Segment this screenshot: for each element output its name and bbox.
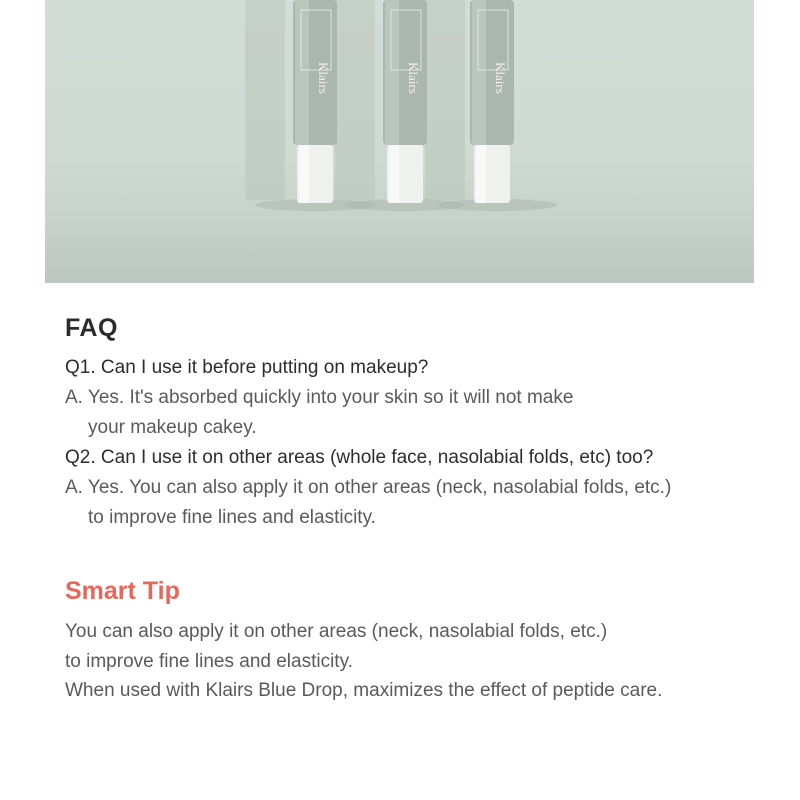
smart-tip-line1: You can also apply it on other areas (neck, nasolabial folds, etc.) <box>65 621 608 642</box>
faq-question-1: Q1. Can I use it before putting on makeup? <box>65 357 429 378</box>
faq-answer-2-line2: to improve fine lines and elasticity. <box>88 507 376 528</box>
faq-heading: FAQ <box>65 314 118 342</box>
product-tube <box>293 0 337 203</box>
product-hero-image <box>45 0 754 283</box>
tube-shadow <box>245 0 285 200</box>
tube-shadow <box>335 0 375 200</box>
product-tubes-illustration <box>45 0 754 283</box>
tube-shadow <box>425 0 465 200</box>
faq-question-2: Q2. Can I use it on other areas (whole face, nasolabial folds, etc) too? <box>65 447 654 468</box>
tube-brand-logo: Klairs <box>493 62 508 94</box>
tube-brand-logo: Klairs <box>406 62 421 94</box>
product-tube <box>383 0 427 203</box>
tube-brand-logo: Klairs <box>316 62 331 94</box>
product-tube <box>470 0 514 203</box>
faq-answer-1-line2: your makeup cakey. <box>88 417 257 438</box>
faq-answer-1-line1: A. Yes. It's absorbed quickly into your skin so it will not make <box>65 387 574 408</box>
faq-answer-2-line1: A. Yes. You can also apply it on other areas (neck, nasolabial folds, etc.) <box>65 477 672 498</box>
smart-tip-heading: Smart Tip <box>65 577 180 605</box>
smart-tip-line2: to improve fine lines and elasticity. <box>65 651 353 672</box>
smart-tip-line3: When used with Klairs Blue Drop, maximizes the effect of peptide care. <box>65 680 663 701</box>
